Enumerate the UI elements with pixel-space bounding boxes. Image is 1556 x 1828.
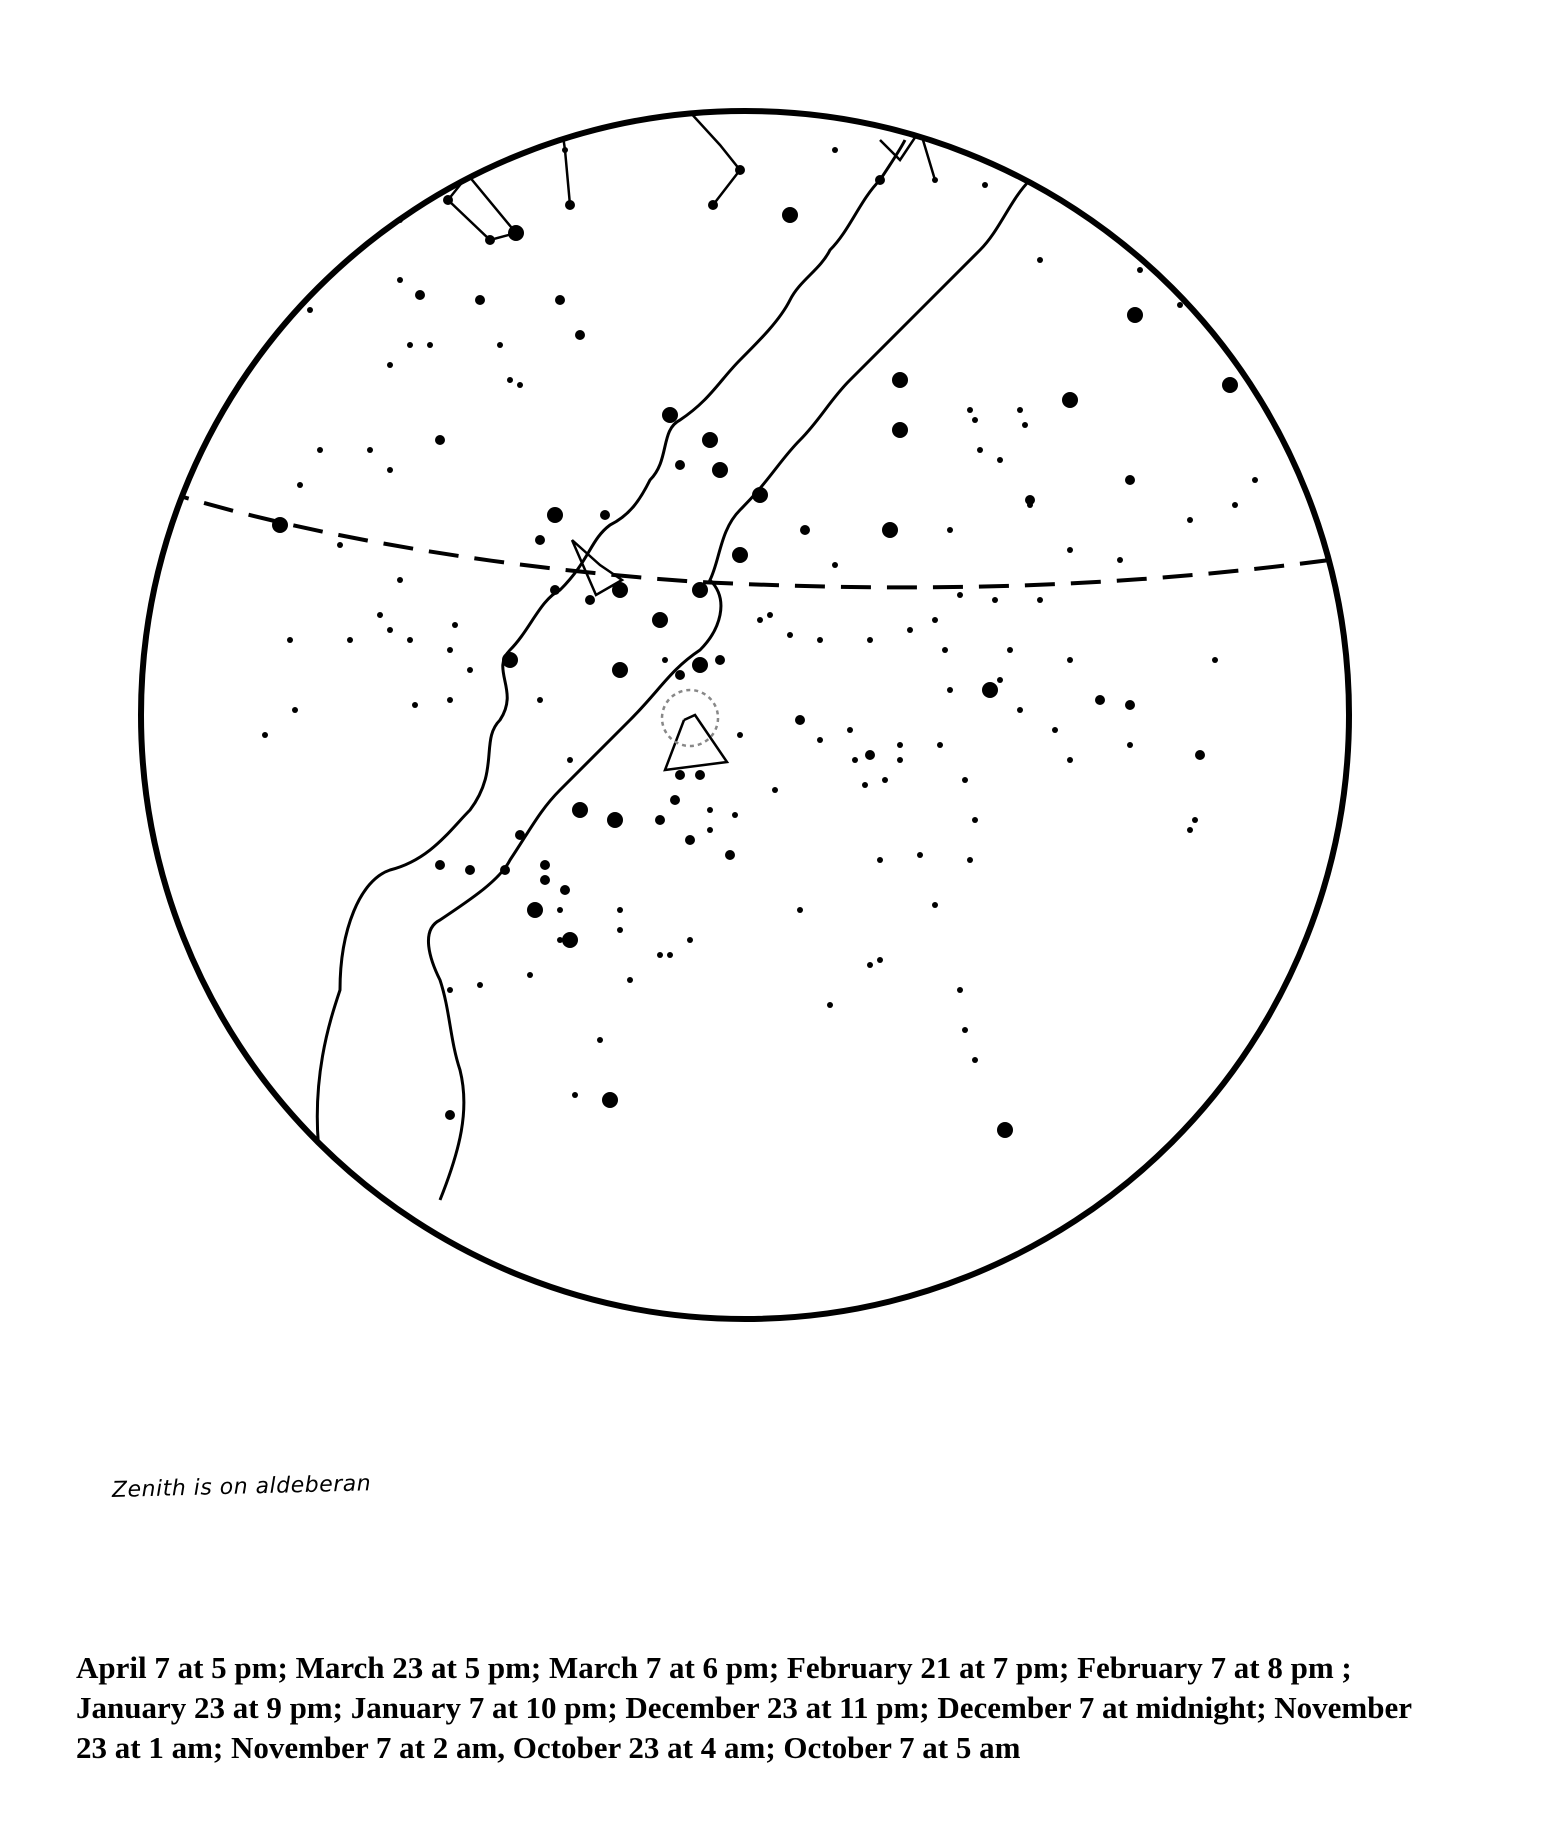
star-dot — [508, 225, 524, 241]
star-dot — [702, 432, 718, 448]
star-dot — [867, 637, 873, 643]
star-dot — [675, 460, 685, 470]
star-dot — [497, 342, 503, 348]
star-dot — [797, 907, 803, 913]
star-dot — [317, 447, 323, 453]
star-dot — [735, 165, 745, 175]
star-dot — [540, 860, 550, 870]
star-dot — [540, 875, 550, 885]
star-dot — [287, 637, 293, 643]
star-dot — [550, 585, 560, 595]
star-dot — [517, 382, 523, 388]
star-dot — [667, 952, 673, 958]
star-dot — [407, 637, 413, 643]
star-dot — [782, 207, 798, 223]
star-dot — [447, 647, 453, 653]
star-dot — [937, 742, 943, 748]
star-dot — [445, 1110, 455, 1120]
star-dot — [627, 977, 633, 983]
star-dot — [500, 865, 510, 875]
star-dot — [725, 850, 735, 860]
star-dot — [692, 582, 708, 598]
caption-line: 23 at 1 am; November 7 at 2 am, October 23 at 4 am; October 7 at 5 am — [76, 1730, 1021, 1765]
star-dot — [877, 957, 883, 963]
star-dot — [435, 860, 445, 870]
star-dot — [560, 885, 570, 895]
star-dot — [292, 707, 298, 713]
star-dot — [612, 582, 628, 598]
star-dot — [387, 362, 393, 368]
star-dot — [695, 770, 705, 780]
star-dot — [655, 815, 665, 825]
star-dot — [262, 732, 268, 738]
star-dot — [1127, 742, 1133, 748]
star-dot — [737, 732, 743, 738]
star-dot — [567, 757, 573, 763]
star-dot — [1212, 657, 1218, 663]
star-dot — [1192, 817, 1198, 823]
star-dot — [907, 627, 913, 633]
star-dot — [977, 447, 983, 453]
star-dot — [1117, 557, 1123, 563]
star-dot — [475, 295, 485, 305]
star-dot — [617, 927, 623, 933]
star-dot — [715, 655, 725, 665]
star-dot — [377, 612, 383, 618]
star-dot — [535, 535, 545, 545]
star-dot — [732, 547, 748, 563]
star-dot — [1052, 727, 1058, 733]
star-dot — [397, 277, 403, 283]
star-dot — [800, 525, 810, 535]
star-dot — [832, 562, 838, 568]
star-dot — [272, 517, 288, 533]
star-dot — [997, 677, 1003, 683]
star-dot — [467, 667, 473, 673]
star-dot — [612, 662, 628, 678]
star-dot — [631, 108, 641, 118]
star-dot — [997, 1122, 1013, 1138]
star-dot — [477, 982, 483, 988]
star-dot — [795, 715, 805, 725]
star-dot — [1022, 422, 1028, 428]
star-dot — [562, 147, 568, 153]
sky-map-ring — [141, 111, 1349, 1319]
star-dot — [1062, 392, 1078, 408]
star-dot — [787, 632, 793, 638]
star-dot — [447, 697, 453, 703]
star-dot — [707, 807, 713, 813]
star-dot — [1037, 597, 1043, 603]
star-dot — [865, 750, 875, 760]
star-dot — [1007, 647, 1013, 653]
star-dot — [507, 377, 513, 383]
star-dot — [572, 1092, 578, 1098]
star-dot — [465, 865, 475, 875]
star-dot — [712, 462, 728, 478]
star-dot — [1137, 267, 1143, 273]
star-dot — [1195, 750, 1205, 760]
star-dot — [1017, 707, 1023, 713]
star-dot — [1125, 700, 1135, 710]
star-dot — [207, 392, 213, 398]
star-dot — [297, 482, 303, 488]
star-dot — [752, 487, 768, 503]
star-dot — [875, 175, 885, 185]
star-dot — [1067, 757, 1073, 763]
star-dot — [767, 612, 773, 618]
star-dot — [692, 657, 708, 673]
star-dot — [1017, 407, 1023, 413]
star-dot — [932, 177, 938, 183]
star-dot — [555, 295, 565, 305]
star-dot — [947, 527, 953, 533]
star-dot — [1232, 502, 1238, 508]
star-dot — [652, 612, 668, 628]
star-dot — [867, 962, 873, 968]
star-dot — [527, 902, 543, 918]
star-dot — [565, 200, 575, 210]
star-dot — [962, 1027, 968, 1033]
star-dot — [435, 435, 445, 445]
star-dot — [607, 812, 623, 828]
milky-way-west-edge — [317, 140, 905, 1160]
star-dot — [877, 857, 883, 863]
star-dot — [852, 757, 858, 763]
star-dot — [817, 637, 823, 643]
star-dot — [862, 782, 868, 788]
star-dot — [772, 787, 778, 793]
star-dot — [957, 987, 963, 993]
caption-line: April 7 at 5 pm; March 23 at 5 pm; March 7 at 6 pm; February 21 at 7 pm; February 7 at 8 pm ; — [76, 1650, 1352, 1685]
star-dot — [757, 617, 763, 623]
star-dot — [537, 697, 543, 703]
star-dot — [967, 407, 973, 413]
star-dot — [1025, 495, 1035, 505]
star-dot — [427, 342, 433, 348]
star-dot — [675, 670, 685, 680]
star-dot — [415, 290, 425, 300]
star-dot — [685, 835, 695, 845]
star-dot — [675, 770, 685, 780]
star-dot — [662, 407, 678, 423]
caption-line: January 23 at 9 pm; January 7 at 10 pm; December 23 at 11 pm; December 7 at midnight; November — [76, 1690, 1412, 1725]
star-dot — [897, 757, 903, 763]
star-dot — [882, 777, 888, 783]
star-dot — [597, 1037, 603, 1043]
star-dot — [397, 577, 403, 583]
star-dot — [1067, 657, 1073, 663]
star-dot — [708, 200, 718, 210]
star-dot — [452, 622, 458, 628]
star-dot — [1187, 517, 1193, 523]
star-dot — [387, 627, 393, 633]
star-dot — [585, 595, 595, 605]
star-dot — [972, 417, 978, 423]
star-dot — [1187, 827, 1193, 833]
star-dot — [557, 937, 563, 943]
star-dot — [1222, 377, 1238, 393]
constellation-lines — [448, 88, 935, 770]
star-dot — [687, 937, 693, 943]
star-dot — [1095, 695, 1105, 705]
star-dot — [962, 777, 968, 783]
star-dot — [947, 687, 953, 693]
star-dot — [932, 902, 938, 908]
star-dot — [412, 702, 418, 708]
star-dot — [600, 510, 610, 520]
star-dot — [307, 307, 313, 313]
star-dot — [670, 795, 680, 805]
star-dot — [997, 457, 1003, 463]
star-dot — [1252, 477, 1258, 483]
star-dot — [527, 972, 533, 978]
star-dot — [485, 235, 495, 245]
star-dot — [557, 907, 563, 913]
star-dot — [832, 147, 838, 153]
star-dot — [515, 830, 525, 840]
star-dot — [1127, 307, 1143, 323]
star-dot — [367, 447, 373, 453]
star-dot — [547, 507, 563, 523]
star-dot — [562, 932, 578, 948]
zenith-note: Zenith is on aldeberan — [111, 1471, 372, 1503]
star-dot — [972, 817, 978, 823]
star-dot — [337, 542, 343, 548]
star-dot — [443, 195, 453, 205]
star-dot — [1125, 475, 1135, 485]
star-dot — [972, 1057, 978, 1063]
star-dot — [502, 652, 518, 668]
star-dot — [602, 1092, 618, 1108]
star-dot — [1177, 302, 1183, 308]
star-dot — [897, 742, 903, 748]
star-dot — [892, 422, 908, 438]
star-dot — [847, 727, 853, 733]
date-time-caption — [76, 1648, 1526, 1768]
star-dot — [827, 1002, 833, 1008]
star-dot — [347, 637, 353, 643]
star-dot — [662, 657, 668, 663]
star-dot — [575, 330, 585, 340]
star-field — [207, 105, 1258, 1138]
star-dot — [707, 827, 713, 833]
star-dot — [967, 857, 973, 863]
star-dot — [1067, 547, 1073, 553]
star-dot — [617, 907, 623, 913]
milky-way-east-edge — [428, 180, 1030, 1200]
star-dot — [982, 682, 998, 698]
star-dot — [447, 987, 453, 993]
star-dot — [387, 467, 393, 473]
star-dot — [992, 597, 998, 603]
star-dot — [1037, 257, 1043, 263]
star-dot — [657, 952, 663, 958]
star-dot — [732, 812, 738, 818]
star-dot — [917, 852, 923, 858]
star-dot — [942, 647, 948, 653]
star-dot — [882, 522, 898, 538]
star-dot — [892, 372, 908, 388]
star-dot — [407, 342, 413, 348]
star-dot — [957, 592, 963, 598]
star-dot — [982, 182, 988, 188]
star-dot — [817, 737, 823, 743]
star-dot — [932, 617, 938, 623]
star-dot — [572, 802, 588, 818]
